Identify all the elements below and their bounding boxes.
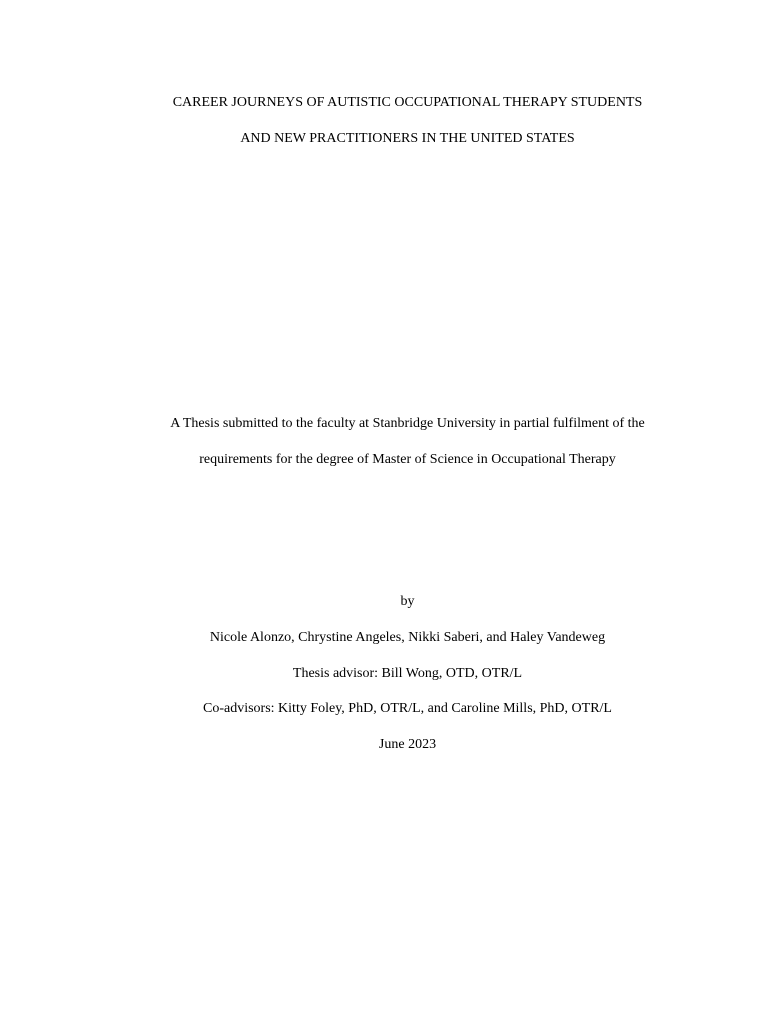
submission-date: June 2023	[378, 737, 437, 752]
co-advisors: Co-advisors: Kitty Foley, PhD, OTR/L, and Caroline Mills, PhD, OTR/L	[203, 701, 612, 716]
thesis-advisor: Thesis advisor: Bill Wong, OTD, OTR/L	[292, 666, 523, 681]
submission-statement-line-2: requirements for the degree of Master of Science in Occupational Therapy	[199, 452, 616, 467]
by-label: by	[400, 594, 415, 609]
submission-statement-line-1: A Thesis submitted to the faculty at Stanbridge University in partial fulfilment of the	[170, 416, 645, 431]
authors: Nicole Alonzo, Chrystine Angeles, Nikki Saberi, and Haley Vandeweg	[209, 630, 606, 645]
thesis-title-line-2: AND NEW PRACTITIONERS IN THE UNITED STATES	[240, 131, 575, 146]
thesis-title-line-1: CAREER JOURNEYS OF AUTISTIC OCCUPATIONAL THERAPY STUDENTS	[172, 95, 643, 110]
